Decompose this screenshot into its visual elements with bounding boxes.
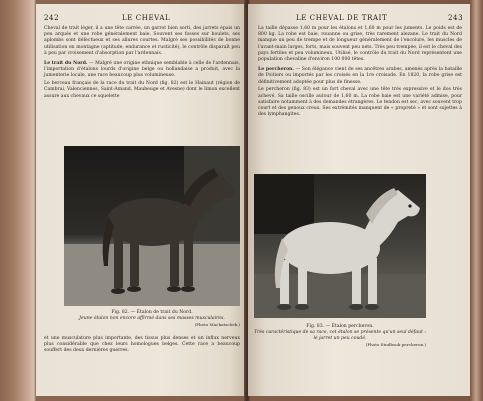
right-intro-paragraph [258,26,462,120]
left-section-paragraph [44,61,240,80]
left-page-number: 242 [44,14,60,22]
left-intro-text: Cheval de trait léger, il a une tête carrée, un garrot bien sorti, des jarrets épais un peu arqués et une robe généralement baie. Souvent ses fosses sur boulets, ses aplombs sont défectueux et ses allures courtes. Malgré ses possibilités de bonne utilisation en montagne (aptitude, endurance et rusticité), le contrôle disparaît peu à peu par croisement d'absorption par l'ardennais. [44,26,240,56]
left-intro-paragraph [44,26,240,101]
figure-83-caption: Fig. 83. — Étalon percheron. [306,324,374,329]
figure-82-credit: (Photo Machatschek.) [194,322,240,327]
right-page [248,4,470,396]
right-running-head: LE CHEVAL DE TRAIT [296,14,388,22]
figure-82-note: Jeune étalon non encore affirmé dans ses masses musculaires. [79,316,225,321]
right-section-title: Le percheron. [258,67,294,73]
figure-82-photo [64,146,240,306]
left-section-text-2: Le berceau français de la race du trait du Nord (fig. 82) est le Hainaut (région de Cambrai, Valenciennes, Saint-Amand, Maubeuge et Avesne) dont le limon excellent assure aux chevaux ce squelette [44,81,240,99]
left-running-head: LE CHEVAL [122,14,171,22]
right-section-text: — Son élégance vient de ses ancêtres arabes, amenés après la bataille de Poitiers ou importés par les croisés en la 1re croisade. En 1820, la robe grise est définitivement adoptée pour plus de finesse. [258,67,462,85]
left-section-text: — Malgré une origine ethnique semblable à celle de l'ardennais, l'importation d'étalons lourds d'origine belge ou hollandaise a produit, avec la jumenterie locale, une race beaucoup plus volumineuse. [44,61,240,79]
right-section-text-2: Le percheron (fig. 83) est un fort cheval avec une tête très expressive et le dos très achevé. Sa taille oscille autour de 1,60 m. La robe baie est une variété admise, pour satisfaire notamment à des demandes étrangères. Le tendon est sec, avec souvent trop court et des genoux creux. Ses extrémités manquent de « propreté » et sont sujettes à des lymphangites. [258,87,462,118]
left-bottom-paragraph: et une musculature plus importante, des tissus plus denses et un influx nerveux plus considérable que chez leurs homologues belges. Cette race a beaucoup souffert des deux dernières guerres. [44,336,240,354]
left-section-title: Le trait du Nord. [44,61,88,67]
right-intro-text: La taille dépasse 1,60 m pour les étalons et 1,60 m pour les juments. Le poids est de 800 kg. La robe est baie, rouanne ou grise, très rarement alezane. Le trait du Nord manque un peu de trempe et de longueur généralement de l'encolure, les muscles de l'avant-main larges, forts, mais souvent peu nets. Très peu trempée, il est le cheval des pays fertiles et peu volumineux. Utilisé, le contrôle du trait du Nord représentent une population chevaline d'environ 100 000 têtes. [258,26,462,63]
left-page [36,4,246,396]
figure-83-note: Très caractéristique de sa race, cet étalon se présente qu'un seul défaut : le jarret un peu coudé. [254,330,426,341]
figure-83-caption-block [254,324,426,348]
figure-82-caption-block [64,310,240,328]
right-page-number: 243 [448,14,464,22]
horse-photo-percheron [254,174,426,318]
figure-82-caption: Fig. 82. — Étalon de trait du Nord. [111,310,193,315]
horse-photo-trait-du-nord [64,146,240,306]
right-section-paragraph [258,67,462,86]
figure-83-photo [254,174,426,318]
figure-83-credit: (Photo Studbook percheron.) [365,342,426,347]
